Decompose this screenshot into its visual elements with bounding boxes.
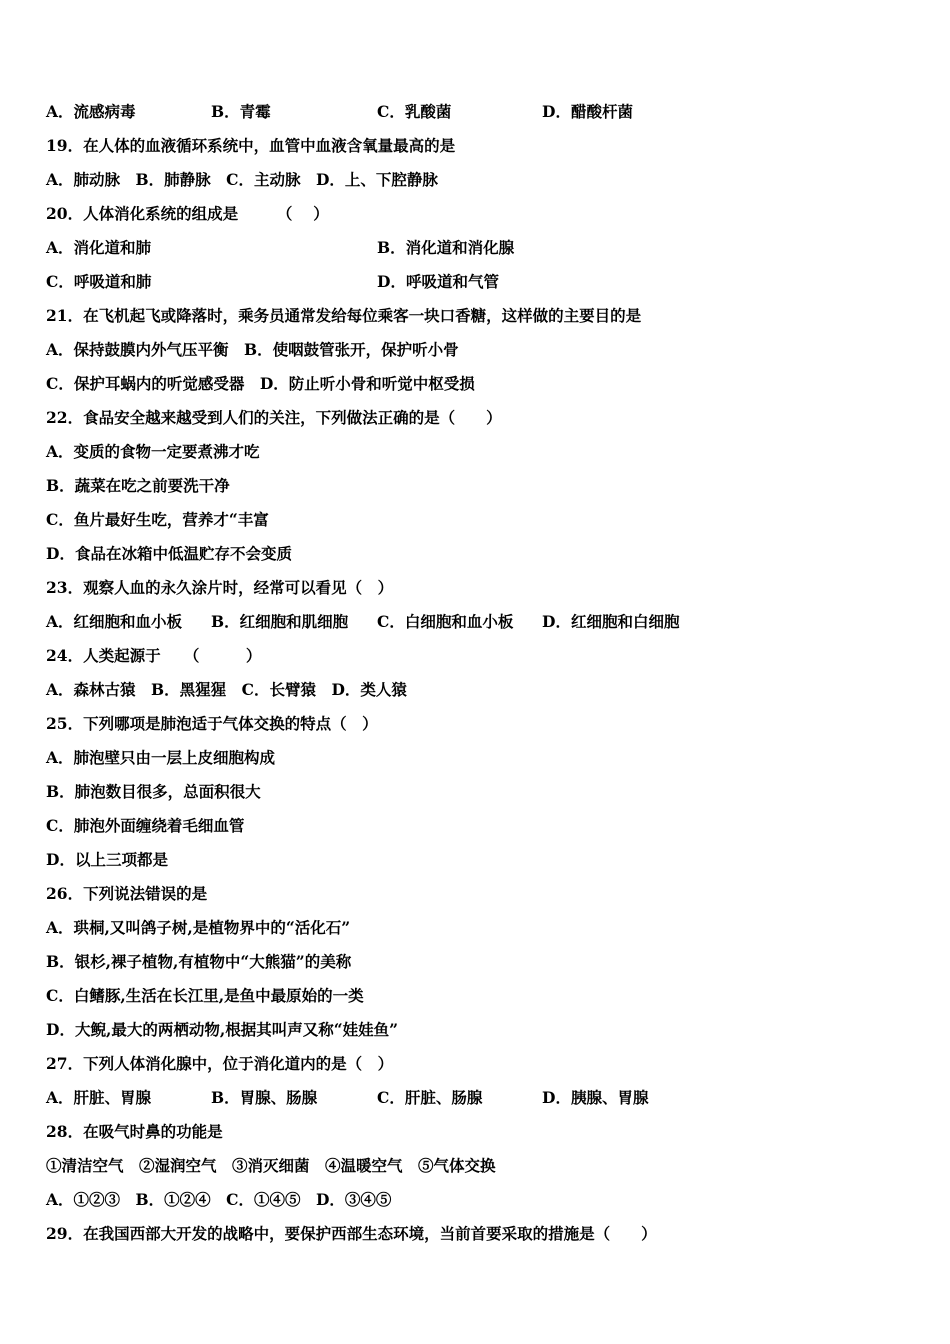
q22-option-a: A．变质的食物一定要煮沸才吃	[46, 442, 260, 461]
q29-stem: 29．在我国西部大开发的战略中，要保护西部生态环境，当前首要采取的措施是（ ）	[46, 1224, 657, 1243]
q20-option-b: B．消化道和消化腺	[377, 238, 515, 257]
q19-options: A．肺动脉 B．肺静脉 C．主动脉 D．上、下腔静脉	[46, 170, 438, 189]
q22-stem: 22．食品安全越来越受到人们的关注，下列做法正确的是（ ）	[46, 408, 502, 427]
q28-stem: 28．在吸气时鼻的功能是	[46, 1122, 223, 1141]
q18-option-d: D．醋酸杆菌	[542, 102, 633, 121]
q23-option-b: B．红细胞和肌细胞	[211, 612, 349, 631]
q21-stem: 21．在飞机起飞或降落时，乘务员通常发给每位乘客一块口香糖，这样做的主要目的是	[46, 306, 642, 325]
q24-stem: 24．人类起源于 （ ）	[46, 646, 262, 665]
q27-option-b: B．胃腺、肠腺	[211, 1088, 318, 1107]
q20-option-d: D．呼吸道和气管	[377, 272, 499, 291]
q27-option-d: D．胰腺、胃腺	[542, 1088, 649, 1107]
q22-option-b: B．蔬菜在吃之前要洗干净	[46, 476, 230, 495]
q23-option-a: A．红细胞和血小板	[46, 612, 183, 631]
q21-options-row2: C．保护耳蜗内的听觉感受器 D．防止听小骨和听觉中枢受损	[46, 374, 475, 393]
q18-option-c: C．乳酸菌	[377, 102, 452, 121]
q22-option-d: D．食品在冰箱中低温贮存不会变质	[46, 544, 292, 563]
q23-stem: 23．观察人血的永久涂片时，经常可以看见（ ）	[46, 578, 394, 597]
q19-stem: 19．在人体的血液循环系统中，血管中血液含氧量最高的是	[46, 136, 456, 155]
q26-option-c: C．白鳍豚,生活在长江里,是鱼中最原始的一类	[46, 986, 364, 1005]
q25-option-d: D．以上三项都是	[46, 850, 168, 869]
q21-options-row1: A．保持鼓膜内外气压平衡 B．使咽鼓管张开，保护听小骨	[46, 340, 459, 359]
q26-option-d: D．大鲵,最大的两栖动物,根据其叫声又称“娃娃鱼”	[46, 1020, 399, 1039]
q22-option-c: C．鱼片最好生吃，营养才“丰富	[46, 510, 269, 529]
q20-stem: 20．人体消化系统的组成是 （ ）	[46, 204, 329, 223]
q25-stem: 25．下列哪项是肺泡适于气体交换的特点（ ）	[46, 714, 378, 733]
q27-option-a: A．肝脏、胃腺	[46, 1088, 152, 1107]
q26-stem: 26．下列说法错误的是	[46, 884, 208, 903]
q25-option-c: C．肺泡外面缠绕着毛细血管	[46, 816, 245, 835]
q24-options: A．森林古猿 B．黑猩猩 C．长臂猿 D．类人猿	[46, 680, 407, 699]
q28-options: A．①②③ B．①②④ C．①④⑤ D．③④⑤	[46, 1190, 392, 1209]
q20-option-c: C．呼吸道和肺	[46, 272, 152, 291]
q28-items: ①清洁空气 ②湿润空气 ③消灭细菌 ④温暖空气 ⑤气体交换	[46, 1156, 496, 1175]
q27-stem: 27．下列人体消化腺中，位于消化道内的是（ ）	[46, 1054, 394, 1073]
q25-option-b: B．肺泡数目很多，总面积很大	[46, 782, 261, 801]
q18-option-a: A．流感病毒	[46, 102, 136, 121]
q27-option-c: C．肝脏、肠腺	[377, 1088, 483, 1107]
q20-option-a: A．消化道和肺	[46, 238, 152, 257]
q23-option-c: C．白细胞和血小板	[377, 612, 514, 631]
q18-option-b: B．青霉	[211, 102, 271, 121]
q23-option-d: D．红细胞和白细胞	[542, 612, 680, 631]
q26-option-b: B．银杉,裸子植物,有植物中“大熊猫”的美称	[46, 952, 352, 971]
q25-option-a: A．肺泡壁只由一层上皮细胞构成	[46, 748, 276, 767]
q26-option-a: A．珙桐,又叫鸽子树,是植物界中的“活化石”	[46, 918, 351, 937]
